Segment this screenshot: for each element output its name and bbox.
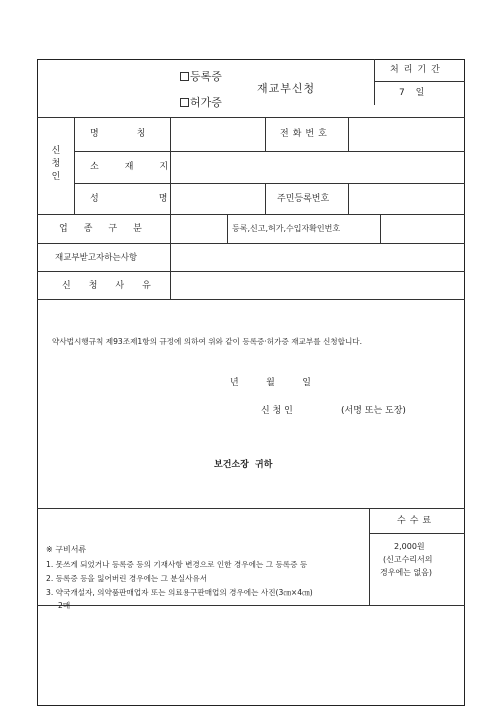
fee-note-1: (신고수리서의 [383, 555, 433, 564]
period-box-divider [374, 81, 465, 82]
address-field[interactable] [171, 152, 464, 182]
reissue-items-field[interactable] [171, 244, 464, 270]
col-line [227, 214, 228, 243]
signer-note: (서명 또는 도장) [341, 406, 406, 416]
row-line [37, 508, 465, 509]
reason-label: 신청사유 [62, 281, 169, 291]
signer-label: 신 청 인 [261, 406, 293, 416]
col-line [369, 508, 370, 605]
applicant-section-label: 신청인 [51, 146, 61, 182]
checkbox-permit[interactable] [180, 96, 222, 110]
date-line: 년 월 일 [230, 378, 311, 388]
fee-note-2: 경우에는 없음) [380, 568, 433, 577]
signature-field[interactable] [300, 400, 340, 418]
col-line [265, 183, 266, 214]
reissue-items-label: 재교부받고자하는사항 [55, 253, 138, 263]
name-field[interactable] [171, 118, 264, 150]
addressee: 보건소장 귀하 [214, 460, 273, 470]
period-box-left [374, 59, 375, 105]
statement-text: 약사법시행규칙 제93조제1항의 규정에 의하여 위와 같이 등록증·허가증 재교부를 신청합니다. [52, 337, 363, 346]
col-line [265, 117, 266, 151]
person-name-field[interactable] [171, 184, 264, 213]
phone-field[interactable] [349, 118, 464, 150]
reason-field[interactable] [171, 272, 464, 298]
docs-item-2: 2. 등록증 등을 잃어버린 경우에는 그 분실사유서 [46, 574, 208, 583]
row-line [37, 605, 465, 606]
period-value: 7 일 [399, 88, 429, 98]
registration-number-label: 등록,신고,허가,수입자확인번호 [232, 224, 341, 233]
col-line [74, 117, 75, 214]
id-number-field[interactable] [349, 184, 464, 213]
person-name-label: 성명 [90, 194, 228, 204]
checkbox-icon[interactable] [180, 72, 189, 81]
fee-label: 수수료 [397, 516, 436, 526]
registration-number-field[interactable] [381, 215, 464, 242]
id-number-label: 주민등록번호 [277, 194, 330, 204]
form-title: 재교부신청 [257, 82, 316, 95]
address-label: 소재지 [90, 162, 195, 172]
period-label: 처리기간 [390, 65, 445, 75]
checkbox-registration[interactable] [180, 70, 222, 84]
business-type-field[interactable] [171, 215, 226, 242]
name-label: 명칭 [90, 129, 184, 139]
fee-amount: 2,000원 [394, 542, 425, 551]
docs-title: ※ 구비서류 [46, 545, 87, 554]
docs-item-3-cont: 2매 [58, 601, 71, 610]
docs-item-1: 1. 못쓰게 되었거나 등록증 등의 기재사항 변경으로 인한 경우에는 그 등록증 등 [46, 560, 308, 569]
business-type-label: 업종구분 [59, 224, 158, 234]
row-line [369, 533, 465, 534]
checkbox-icon[interactable] [180, 98, 189, 107]
docs-item-3: 3. 약국개설자, 의약품판매업자 또는 의료용구판매업의 경우에는 사진(3㎝×4㎝) [46, 588, 313, 597]
phone-label: 전화번호 [280, 129, 331, 139]
row-line [37, 299, 465, 300]
registration-label: 등록증 [190, 70, 222, 83]
permit-label: 허가증 [190, 96, 222, 109]
